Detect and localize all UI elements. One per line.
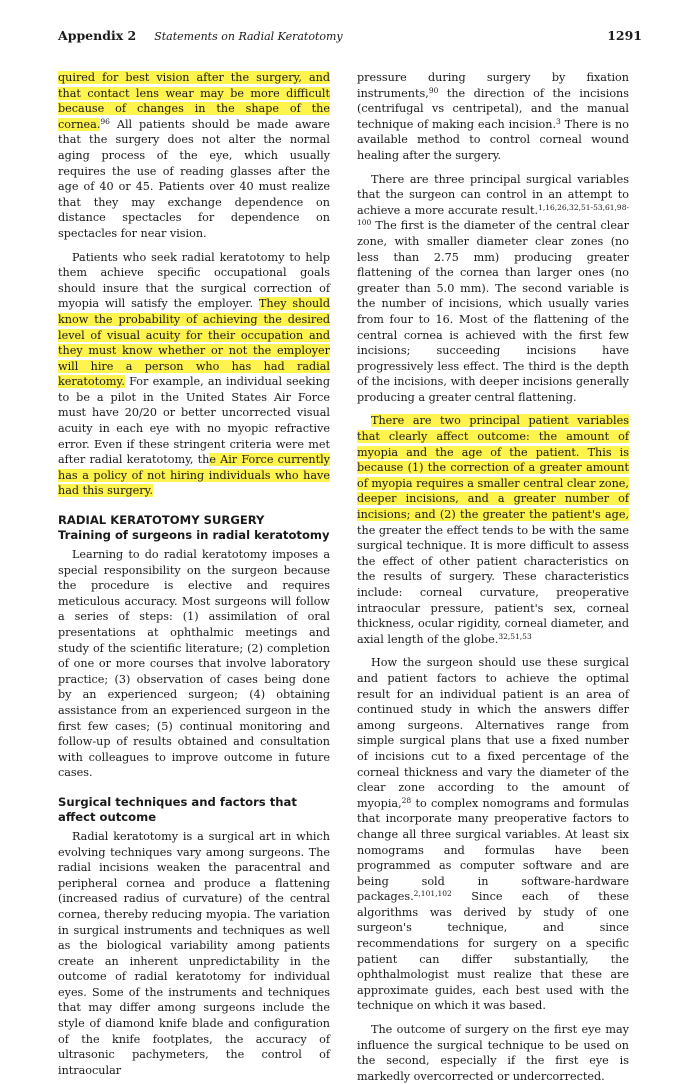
paragraph-left-2: Patients who seek radial keratotomy to help them achieve specific occupational goals should insure that the surgical correction of myopia will satisfy the employer. They should know the probability of achieving the desired level of visual acuity for their occupation and they must know whether or not the employer will hire a person who has had radial keratotomy. For example, an individual seeking to be a pilot in the United States Air Force must have 20/20 or better uncorrected visual acuity in each eye with no myopic refractive error. Even if these stringent criteria were met after radial keratotomy, the Air Force currently has a policy of not hiring individuals who have had this surgery. (58, 250, 330, 498)
reference: 2,101,102 (413, 889, 452, 899)
reference: 90 (428, 85, 439, 95)
highlight: They should know the probability of achieving the desired level of visual acuity for their occupation and they must know whether or not the employer will hire a person who has had radial keratotomy. (58, 297, 330, 389)
paragraph-left-1: quired for best vision after the surgery, and that contact lens wear may be more difficult because of changes in the shape of the cornea.$^{96}$ All patients should be made aware that the surgery does not alter the normal aging process of the eye, which usually requires the use of reading glasses after the age of 40 or 45. Patients over 40 must realize that they may exchange dependence on distance spectacles for dependence on spectacles for near vision. (58, 71, 330, 240)
highlight: There are two principal patient variables that clearly affect outcome: the amount of myopia and the age of the patient. This is because (1) the correction of a greater amount of myopia requires a smaller central clear zone, deeper incisions, and a greater number of incisions; and (2) the greater the patient's age, (357, 414, 629, 522)
right-column (357, 70, 629, 1084)
paragraph-right-4: How the surgeon should use these surgical and patient factors to achieve the optimal result for an individual patient is an area of continued study in which the answers differ among surgeons. Alternatives range from simple surgical plans that use a fixed number of incisions cut to a fixed percentage of the corneal thickness and vary the diameter of the clear zone according to the amount of myopia,$^{28}$ to complex nomograms and formulas that incorporate many preoperative factors to change all three surgical variables. At least six nomograms and formulas have been programmed as computer software and are being sold in software-hardware packages.$^{2,101,102}$ Since each of these algorithms was derived by study of one surgeon's technique, and since recommendations for surgery on a specific patient can differ substantially, the ophthalmologist must realize that these are approximate guides, each best used with the technique on which it was based. (357, 656, 629, 1013)
paragraph-right-3: There are two principal patient variables that clearly affect outcome: the amount of myopia and the age of the patient. This is because (1) the correction of a greater amount of myopia requires a smaller central clear zone, deeper incisions, and a greater number of incisions; and (2) the greater the patient's age, the greater the effect tends to be with the same surgical technique. It is more difficult to assess the effect of other patient characteristics on the results of surgery. These characteristics include: corneal curvature, preoperative intraocular pressure, patient's sex, corneal thickness, ocular rigidity, corneal diameter, and axial length of the globe.$^{32,51,53}$ (357, 414, 629, 646)
reference: 1,16,26,32,51-53,61,98-100 (357, 202, 629, 228)
running-title: Statements on Radial Keratotomy (154, 30, 343, 43)
reference: 28 (401, 795, 412, 805)
paragraph-right-1: pressure during surgery by fixation instruments,$^{90}$ the direction of the incisions (centrifugal vs centripetal), and the manual technique of making each incision.$^3$ There is no available method to control corneal wound healing after the surgery. (357, 71, 629, 162)
section-heading: RADIAL KERATOTOMY SURGERY (58, 513, 265, 528)
running-header (58, 28, 642, 48)
page-number: 1291 (607, 28, 642, 43)
paragraph-right-5: The outcome of surgery on the first eye may influence the surgical technique to be used on the second, especially if the first eye is markedly overcorrected or undercorrected. (357, 1023, 629, 1083)
reference: 3 (556, 116, 561, 126)
subsection-heading-training: Training of surgeons in radial keratotomy (58, 528, 330, 543)
paragraph-right-2: There are three principal surgical variables that the surgeon can control in an attempt to achieve a more accurate result.$^{1,16,26,32,51-53,61,98-100}$ The first is the diameter of the central clear zone, with smaller diameter clear zones (no less than 2.75 mm) producing greater flattening of the cornea than larger ones (no greater than 5.0 mm). The second variable is the number of incisions, which usually varies from four to 16. Most of the flattening of the central cornea is achieved with the first few incisions; succeeding incisions have progressively less effect. The third is the depth of the incisions, with deeper incisions generally producing a greater central flattening. (357, 172, 629, 404)
highlight: quired for best vision after the surgery, and that contact lens wear may be more difficult because of changes in the shape of the cornea. (58, 71, 330, 131)
reference: 96 (100, 116, 110, 126)
subsection-heading-techniques: Surgical techniques and factors that affect outcome (58, 794, 297, 824)
appendix-label: Appendix 2 (58, 28, 137, 43)
left-column (58, 70, 330, 1078)
highlight: e Air Force currently has a policy of not hiring individuals who have had this surgery. (58, 453, 330, 498)
paragraph-left-3: Learning to do radial keratotomy imposes a special responsibility on the surgeon because the procedure is elective and requires meticulous accuracy. Most surgeons will follow a series of steps: (1) assimilation of oral presentations at ophthalmic meetings and study of the scientific literature; (2) completion of one or more courses that involve laboratory practice; (3) observation of cases being done by an experienced surgeon; (4) obtaining assistance from an experienced surgeon in the first few cases; (5) continual monitoring and follow-up of results obtained and consultation with colleagues to improve outcome in future cases. (58, 548, 330, 780)
paragraph-left-4: Radial keratotomy is a surgical art in which evolving techniques vary among surgeons. The radial incisions weaken the paracentral and peripheral cornea and produce a flattening (increased radius of curvature) of the central cornea, thereby reducing myopia. The variation in surgical instruments and techniques as well as the biological variability among patients create an inherent unpredictability in the outcome of radial keratotomy for individual eyes. Some of the instruments and techniques that may differ among surgeons include the style of diamond knife blade and configuration of the knife footplates, the accuracy of ultrasonic pachymeters, the control of intraocular (58, 829, 330, 1077)
reference: 32,51,53 (498, 631, 532, 641)
